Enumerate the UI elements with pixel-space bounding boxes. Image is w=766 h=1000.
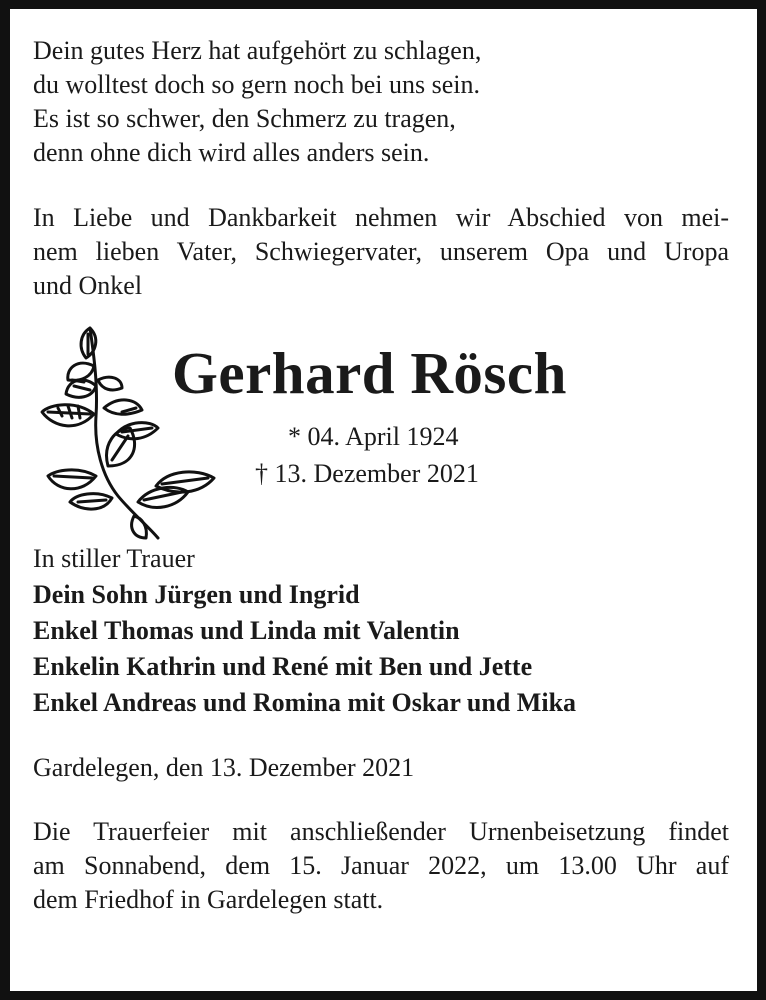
service-line: dem Friedhof in Gardelegen statt. (33, 885, 384, 914)
mourner-line: Enkel Andreas und Romina mit Oskar und Mika (33, 688, 577, 717)
mourner-line: Enkel Thomas und Linda mit Valentin (33, 616, 460, 645)
service-info (33, 815, 729, 917)
mourner-line: Enkelin Kathrin und René mit Ben und Jette (33, 652, 533, 681)
poem-line: du wolltest doch so gern noch bei uns sein. (33, 70, 480, 99)
poem (33, 34, 729, 170)
service-line: am Sonnabend, dem 15. Januar 2022, um 13.00 Uhr auf (33, 851, 729, 880)
poem-line: Es ist so schwer, den Schmerz zu tragen, (33, 104, 456, 133)
poem-line: denn ohne dich wird alles anders sein. (33, 138, 430, 167)
deceased-name: Gerhard Rösch (172, 340, 567, 406)
death-date: † 13. Dezember 2021 (255, 459, 479, 488)
intro-line: und Onkel (33, 271, 143, 300)
intro-text (33, 201, 729, 303)
mourning-label (33, 542, 729, 576)
mourner-line: Dein Sohn Jürgen und Ingrid (33, 580, 360, 609)
obituary-notice (33, 34, 729, 917)
poem-line: Dein gutes Herz hat aufgehört zu schlagen, (33, 36, 482, 65)
intro-line: nem lieben Vater, Schwiegervater, unserem Opa und Uropa (33, 237, 729, 266)
service-line: Die Trauerfeier mit anschließender Urnenbeisetzung findet (33, 817, 729, 846)
place-date: Gardelegen, den 13. Dezember 2021 (33, 753, 415, 782)
deceased-block (33, 316, 729, 542)
mourning-label-text: In stiller Trauer (33, 544, 195, 573)
birth-date: * 04. April 1924 (288, 422, 459, 451)
mourners-list (33, 577, 729, 721)
intro-line: In Liebe und Dankbarkeit nehmen wir Abschied von mei- (33, 203, 729, 232)
